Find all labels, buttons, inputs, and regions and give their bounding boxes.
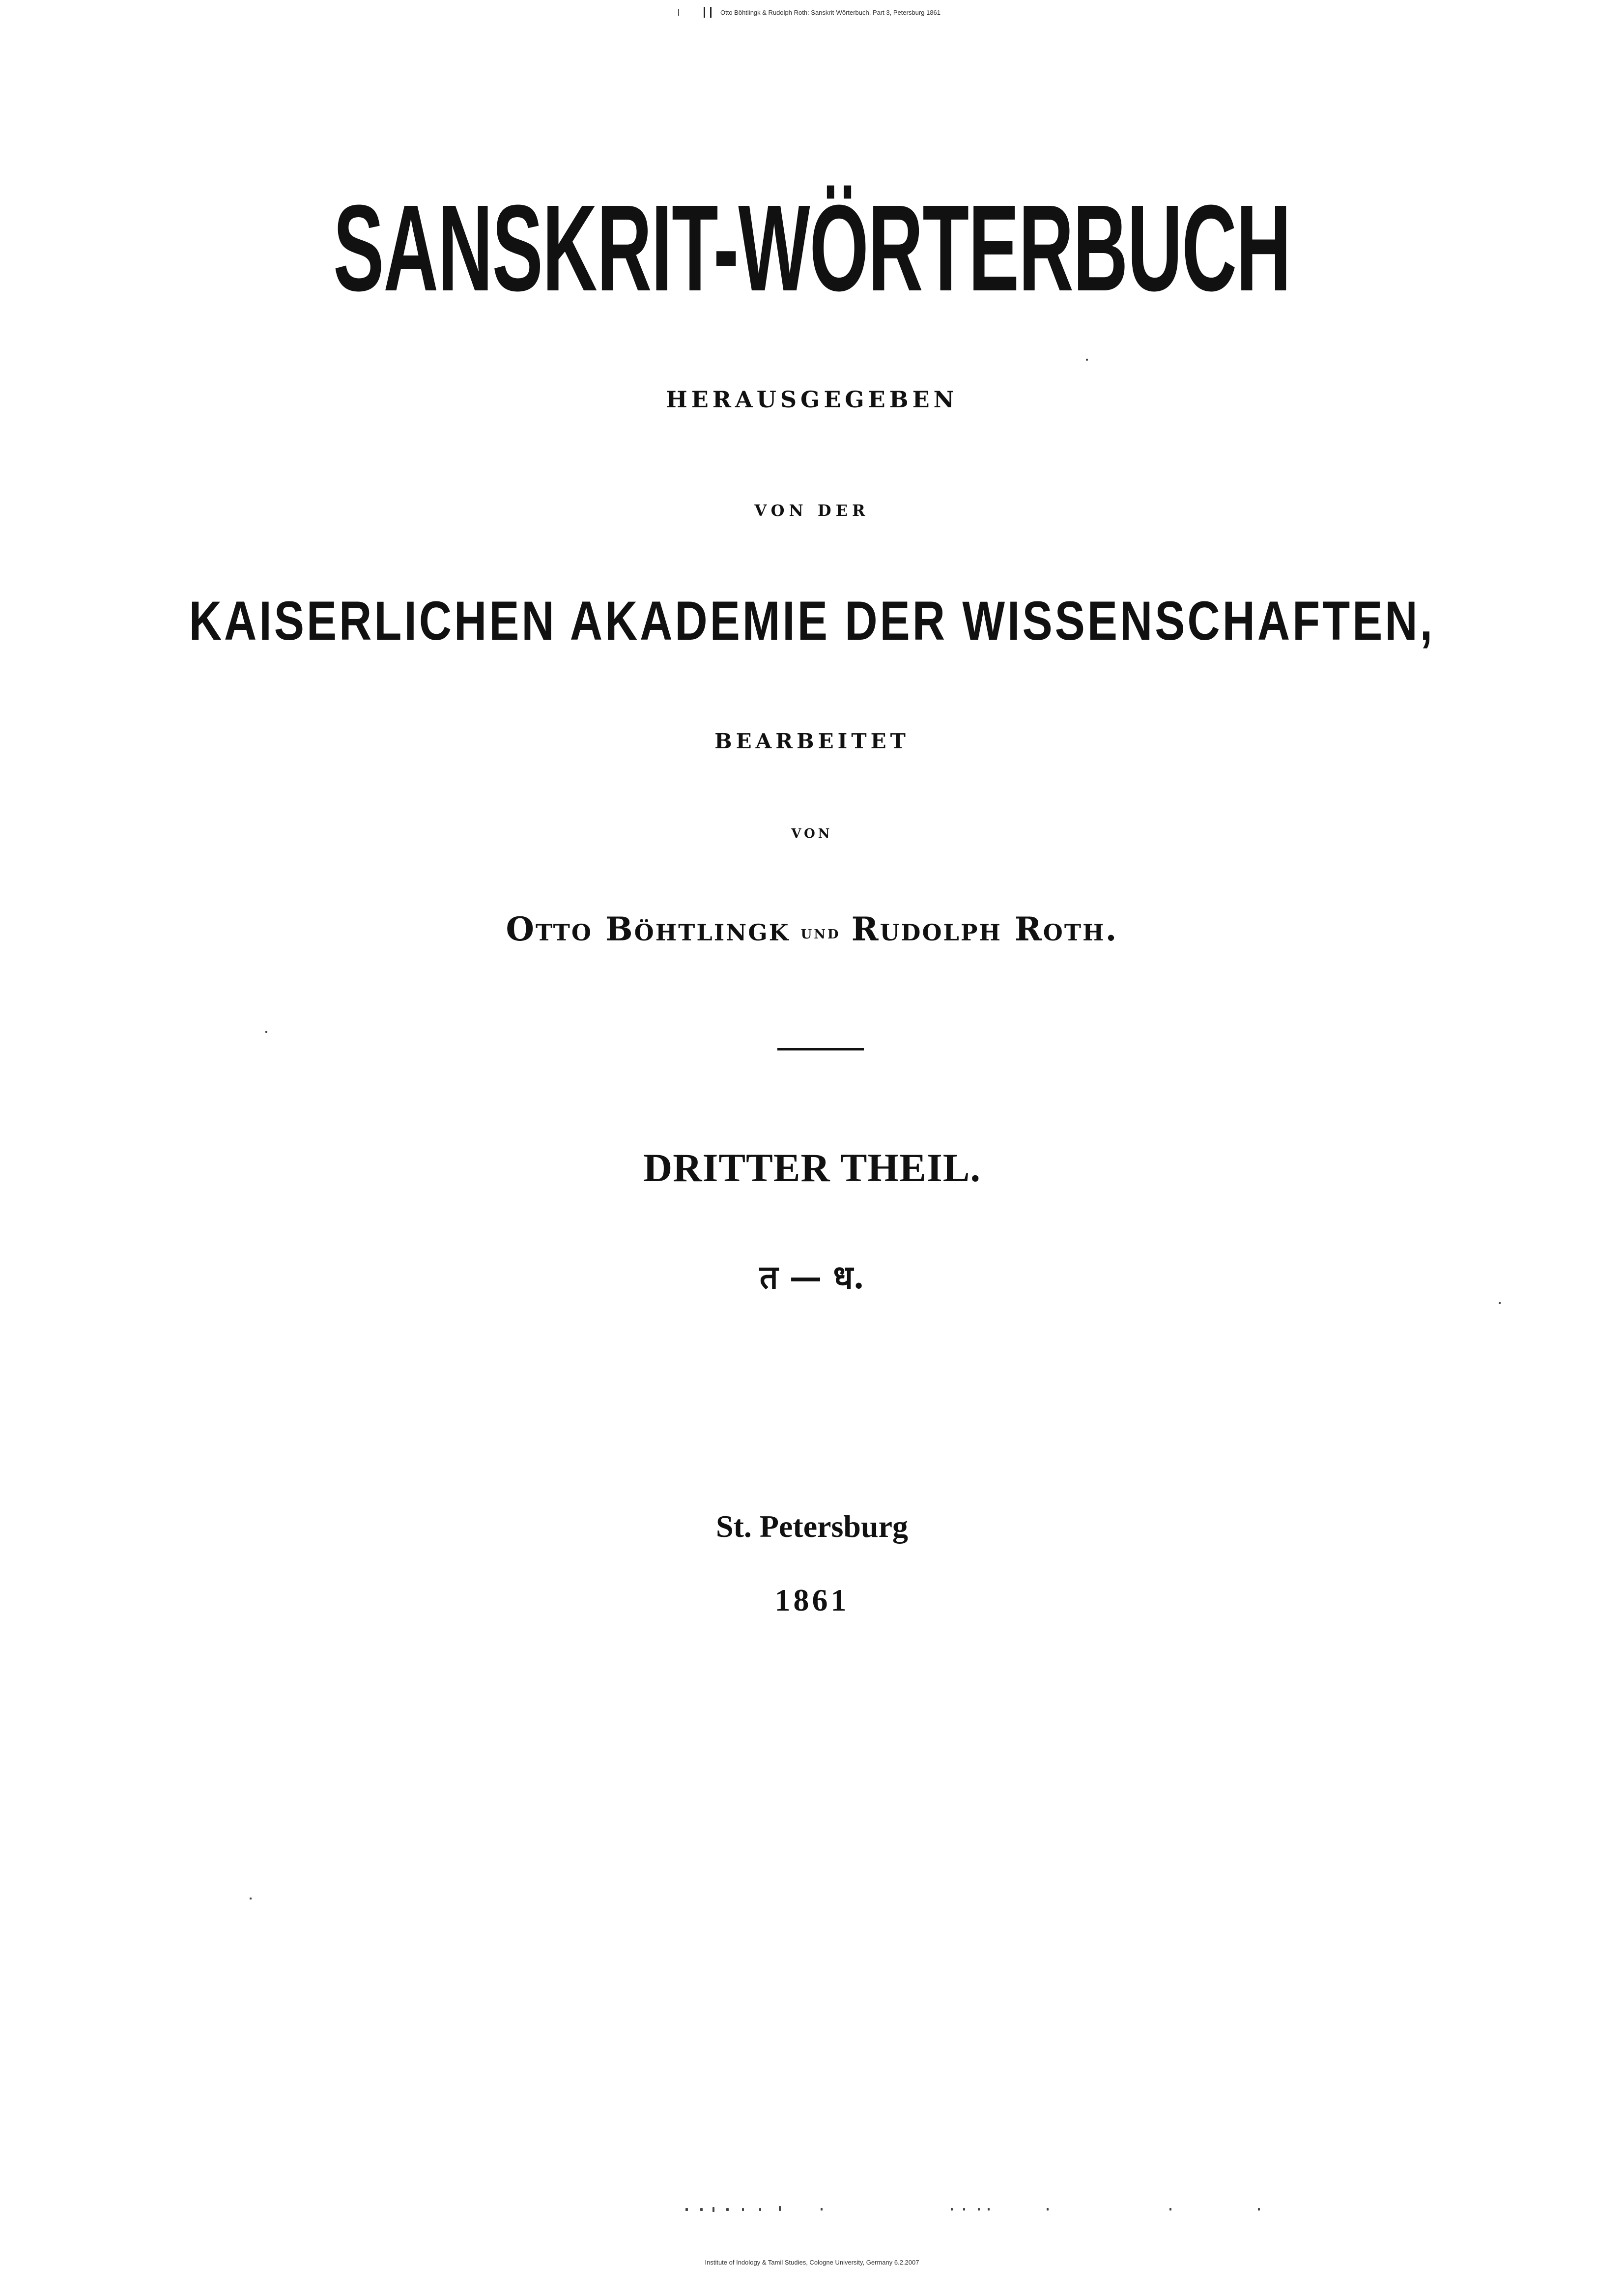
scan-speck — [1258, 2208, 1260, 2211]
scan-speck — [1499, 1302, 1501, 1304]
von-der-label: VON DER — [754, 501, 870, 520]
scan-speck — [1047, 2208, 1049, 2211]
publication-year: 1861 — [774, 1583, 850, 1617]
author-roth: Rudolph Roth. — [851, 910, 1118, 948]
authors-line — [0, 910, 1624, 948]
scan-mark — [678, 9, 679, 16]
scan-speck — [963, 2208, 965, 2211]
scan-speck — [700, 2208, 703, 2211]
von-label: VON — [791, 826, 833, 841]
scan-speck — [685, 2208, 688, 2211]
scan-mark — [704, 7, 705, 18]
scan-speck — [1169, 2208, 1171, 2211]
divider-rule — [777, 1048, 864, 1050]
scan-speck — [988, 2208, 990, 2211]
header-citation: Otto Böhtlingk & Rudolph Roth: Sanskrit-Wörterbuch, Part 3, Petersburg 1861 — [720, 8, 941, 16]
und-label: UND — [800, 927, 841, 942]
edited-label: BEARBEITET — [714, 729, 910, 753]
scan-speck — [265, 1031, 267, 1033]
academy-name: KAISERLICHEN AKADEMIE DER WISSENSCHAFTEN, — [189, 590, 1435, 652]
header-stamp — [678, 7, 940, 18]
scan-speck — [951, 2208, 953, 2211]
scan-speck — [821, 2208, 823, 2211]
scan-speck — [759, 2208, 761, 2211]
scan-speck — [712, 2207, 714, 2212]
author-bohtlingk: Otto Böhtlingk — [506, 910, 790, 948]
volume-label: DRITTER THEIL. — [643, 1145, 981, 1190]
footer-credit: Institute of Indology & Tamil Studies, Cologne University, Germany 6.2.2007 — [705, 2259, 919, 2266]
book-title: SANSKRIT-WÖRTERBUCH — [333, 179, 1291, 316]
scan-speck — [1086, 359, 1088, 361]
scan-mark — [710, 7, 712, 18]
letter-range: त — ध. — [759, 1258, 865, 1296]
published-by-label: HERAUSGEGEBEN — [666, 386, 958, 413]
scan-speck — [978, 2208, 980, 2211]
publication-place: St. Petersburg — [715, 1509, 909, 1544]
scan-speck — [726, 2208, 729, 2211]
scan-speck — [742, 2208, 744, 2211]
scan-speck — [779, 2206, 781, 2211]
scan-speck — [250, 1898, 252, 1899]
